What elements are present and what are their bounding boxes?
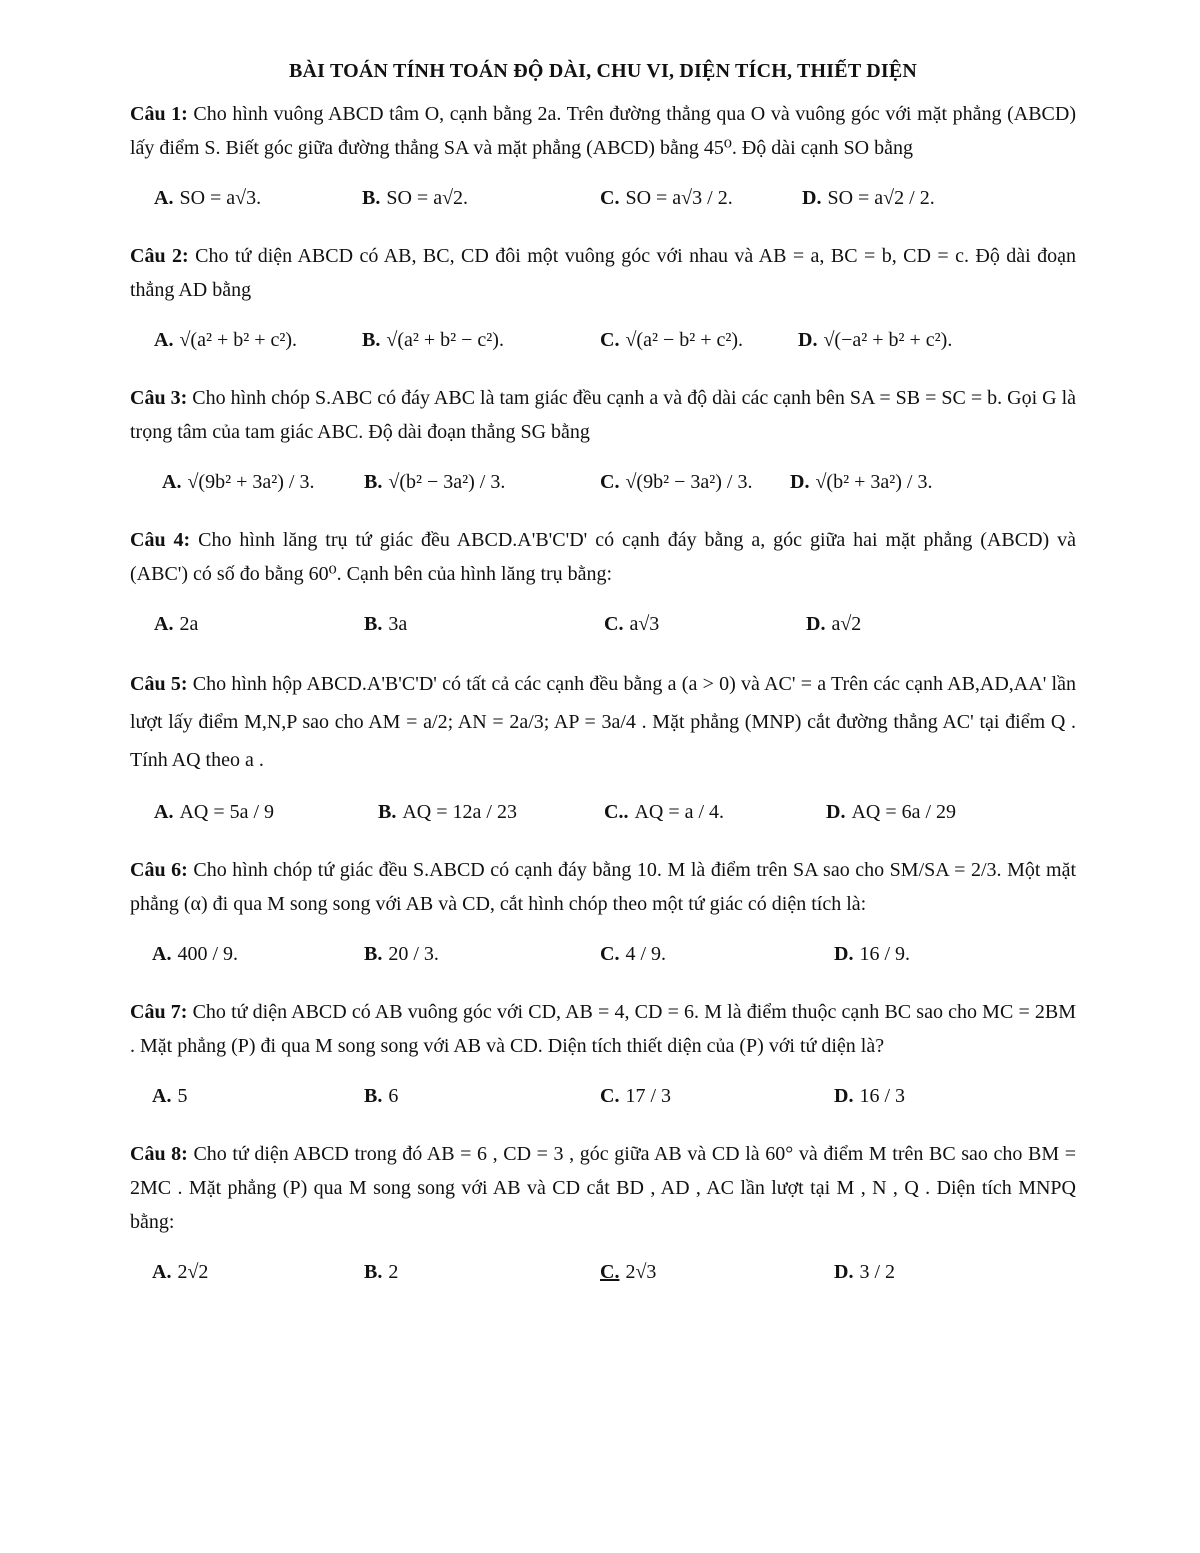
- option-d[interactable]: D. √(b² + 3a²) / 3.: [790, 471, 933, 493]
- option-text: √(b² + 3a²) / 3.: [815, 471, 933, 493]
- question-stem: Cho tứ diện ABCD có AB, BC, CD đôi một vuông góc với nhau và AB = a, BC = b, CD = c. Độ dài đoạn thẳng AD bằng: [130, 245, 1077, 301]
- options-row: [130, 1243, 1076, 1305]
- option-a[interactable]: A. 2a: [154, 613, 199, 635]
- option-text: 16 / 3: [859, 1085, 906, 1107]
- option-text: √(a² + b² + c²).: [179, 329, 298, 351]
- question-stem: Cho hình chóp tứ giác đều S.ABCD có cạnh đáy bằng 10. M là điểm trên SA sao cho SM/SA = 2/3. Một mặt phẳng (α) đi qua M song song với AB và CD, cắt hình chóp theo một tứ giác có diện tích là:: [130, 859, 1077, 915]
- option-c[interactable]: C. SO = a√3 / 2.: [600, 187, 733, 209]
- question-stem: Cho hình vuông ABCD tâm O, cạnh bằng 2a. Trên đường thẳng qua O và vuông góc với mặt phẳng (ABCD) lấy điểm S. Biết góc giữa đường thẳng SA và mặt phẳng (ABCD) bằng 45⁰. Độ dài cạnh SO bằng: [130, 103, 1076, 159]
- question-2: [130, 239, 1076, 373]
- option-a[interactable]: A. √(a² + b² + c²).: [154, 329, 298, 351]
- option-b[interactable]: B. 20 / 3.: [364, 943, 439, 965]
- option-b[interactable]: B. 2: [364, 1261, 399, 1283]
- option-text: 4 / 9.: [625, 943, 667, 965]
- option-text: √(9b² + 3a²) / 3.: [187, 471, 315, 493]
- option-text: 3a: [388, 613, 408, 635]
- option-d[interactable]: D. 16 / 9.: [834, 943, 911, 965]
- options-row: [130, 453, 1076, 515]
- option-text: AQ = a / 4.: [634, 801, 725, 823]
- option-text: SO = a√2 / 2.: [827, 187, 935, 209]
- option-a[interactable]: A. AQ = 5a / 9: [154, 801, 275, 823]
- question-5: [130, 665, 1076, 845]
- option-b[interactable]: B. 6: [364, 1085, 399, 1107]
- option-text: √(b² − 3a²) / 3.: [388, 471, 506, 493]
- question-stem: Cho hình chóp S.ABC có đáy ABC là tam giác đều cạnh a và độ dài các cạnh bên SA = SB = SC = b. Gọi G là trọng tâm của tam giác ABC. Độ dài đoạn thẳng SG bằng: [130, 387, 1077, 443]
- option-d[interactable]: D. SO = a√2 / 2.: [802, 187, 935, 209]
- option-a[interactable]: A. 5: [152, 1085, 188, 1107]
- document-page: [130, 60, 1076, 1313]
- option-text: √(9b² − 3a²) / 3.: [625, 471, 753, 493]
- option-d[interactable]: D. 16 / 3: [834, 1085, 906, 1107]
- option-text: 6: [388, 1085, 399, 1107]
- option-c[interactable]: C. √(a² − b² + c²).: [600, 329, 744, 351]
- question-8: [130, 1137, 1076, 1305]
- option-text: SO = a√3.: [179, 187, 262, 209]
- option-b[interactable]: B. 3a: [364, 613, 408, 635]
- option-text: AQ = 5a / 9: [179, 801, 275, 823]
- option-text: 16 / 9.: [859, 943, 911, 965]
- option-a[interactable]: A. √(9b² + 3a²) / 3.: [162, 471, 315, 493]
- question-stem: Cho hình hộp ABCD.A'B'C'D' có tất cả các cạnh đều bằng a (a > 0) và AC' = a Trên các cạnh AB,AD,AA' lần lượt lấy điểm M,N,P sao cho AM = a/2; AN = 2a/3; AP = 3a/4 . Mặt phẳng (MNP) cắt đường thẳng AC' tại điểm Q . Tính AQ theo a .: [130, 673, 1076, 771]
- options-row: [130, 925, 1076, 987]
- options-row: [130, 169, 1076, 231]
- question-stem: Cho tứ diện ABCD trong đó AB = 6 , CD = 3 , góc giữa AB và CD là 60° và điểm M trên BC sao cho BM = 2MC . Mặt phẳng (P) qua M song song với AB và CD cắt BD , AD , AC lần lượt tại M , N , Q . Diện tích MNPQ bằng:: [130, 1143, 1077, 1233]
- options-row: [130, 595, 1076, 657]
- question-label: Câu 7:: [130, 1001, 188, 1023]
- option-text: a√2: [831, 613, 862, 635]
- question-label: Câu 6:: [130, 859, 188, 881]
- option-d[interactable]: D. a√2: [806, 613, 862, 635]
- option-a[interactable]: A. SO = a√3.: [154, 187, 262, 209]
- option-a[interactable]: A. 2√2: [152, 1261, 209, 1283]
- question-7: [130, 995, 1076, 1129]
- option-text: 20 / 3.: [388, 943, 439, 965]
- page-title: BÀI TOÁN TÍNH TOÁN ĐỘ DÀI, CHU VI, DIỆN TÍCH, THIẾT DIỆN: [288, 60, 918, 82]
- options-row: [130, 1067, 1076, 1129]
- question-label: Câu 1:: [130, 103, 188, 125]
- option-text: 2a: [179, 613, 199, 635]
- option-text: 2√3: [625, 1261, 657, 1283]
- option-text: √(a² + b² − c²).: [386, 329, 504, 351]
- option-c[interactable]: C. 4 / 9.: [600, 943, 667, 965]
- options-row: [130, 783, 1076, 845]
- option-c[interactable]: C.. AQ = a / 4.: [604, 801, 725, 823]
- option-text: √(a² − b² + c²).: [625, 329, 744, 351]
- option-b[interactable]: B. √(a² + b² − c²).: [362, 329, 504, 351]
- question-4: [130, 523, 1076, 657]
- option-c[interactable]: C. 17 / 3: [600, 1085, 672, 1107]
- question-label: Câu 4:: [130, 529, 191, 551]
- option-text: a√3: [629, 613, 660, 635]
- option-d[interactable]: D. AQ = 6a / 29: [826, 801, 957, 823]
- option-c[interactable]: C. 2√3: [600, 1261, 657, 1283]
- option-text: SO = a√2.: [386, 187, 469, 209]
- option-text: 3 / 2: [859, 1261, 896, 1283]
- option-text: 2√2: [177, 1261, 209, 1283]
- option-text: AQ = 12a / 23: [402, 801, 517, 823]
- question-stem: Cho tứ diện ABCD có AB vuông góc với CD, AB = 4, CD = 6. M là điểm thuộc cạnh BC sao cho MC = 2BM . Mặt phẳng (P) đi qua M song song với AB và CD. Diện tích thiết diện của (P) với tứ diện là?: [130, 1001, 1077, 1057]
- option-text: 2: [388, 1261, 399, 1283]
- option-c[interactable]: C. a√3: [604, 613, 660, 635]
- option-text: SO = a√3 / 2.: [625, 187, 733, 209]
- question-label: Câu 8:: [130, 1143, 188, 1165]
- option-text: 17 / 3: [625, 1085, 672, 1107]
- option-a[interactable]: A. 400 / 9.: [152, 943, 239, 965]
- options-row: [130, 311, 1076, 373]
- option-text: AQ = 6a / 29: [851, 801, 957, 823]
- option-text: 400 / 9.: [177, 943, 239, 965]
- question-stem: Cho hình lăng trụ tứ giác đều ABCD.A'B'C'D' có cạnh đáy bằng a, góc giữa hai mặt phẳng (ABCD) và (ABC') có số đo bằng 60⁰. Cạnh bên của hình lăng trụ bằng:: [130, 529, 1077, 585]
- option-text: √(−a² + b² + c²).: [823, 329, 953, 351]
- option-d[interactable]: D. 3 / 2: [834, 1261, 896, 1283]
- question-6: [130, 853, 1076, 987]
- option-b[interactable]: B. SO = a√2.: [362, 187, 469, 209]
- option-b[interactable]: B. √(b² − 3a²) / 3.: [364, 471, 506, 493]
- option-d[interactable]: D. √(−a² + b² + c²).: [798, 329, 953, 351]
- question-1: [130, 97, 1076, 231]
- option-b[interactable]: B. AQ = 12a / 23: [378, 801, 517, 823]
- question-label: Câu 5:: [130, 673, 188, 695]
- option-c[interactable]: C. √(9b² − 3a²) / 3.: [600, 471, 753, 493]
- option-text: 5: [177, 1085, 188, 1107]
- question-label: Câu 3:: [130, 387, 188, 409]
- question-3: [130, 381, 1076, 515]
- question-label: Câu 2:: [130, 245, 189, 267]
